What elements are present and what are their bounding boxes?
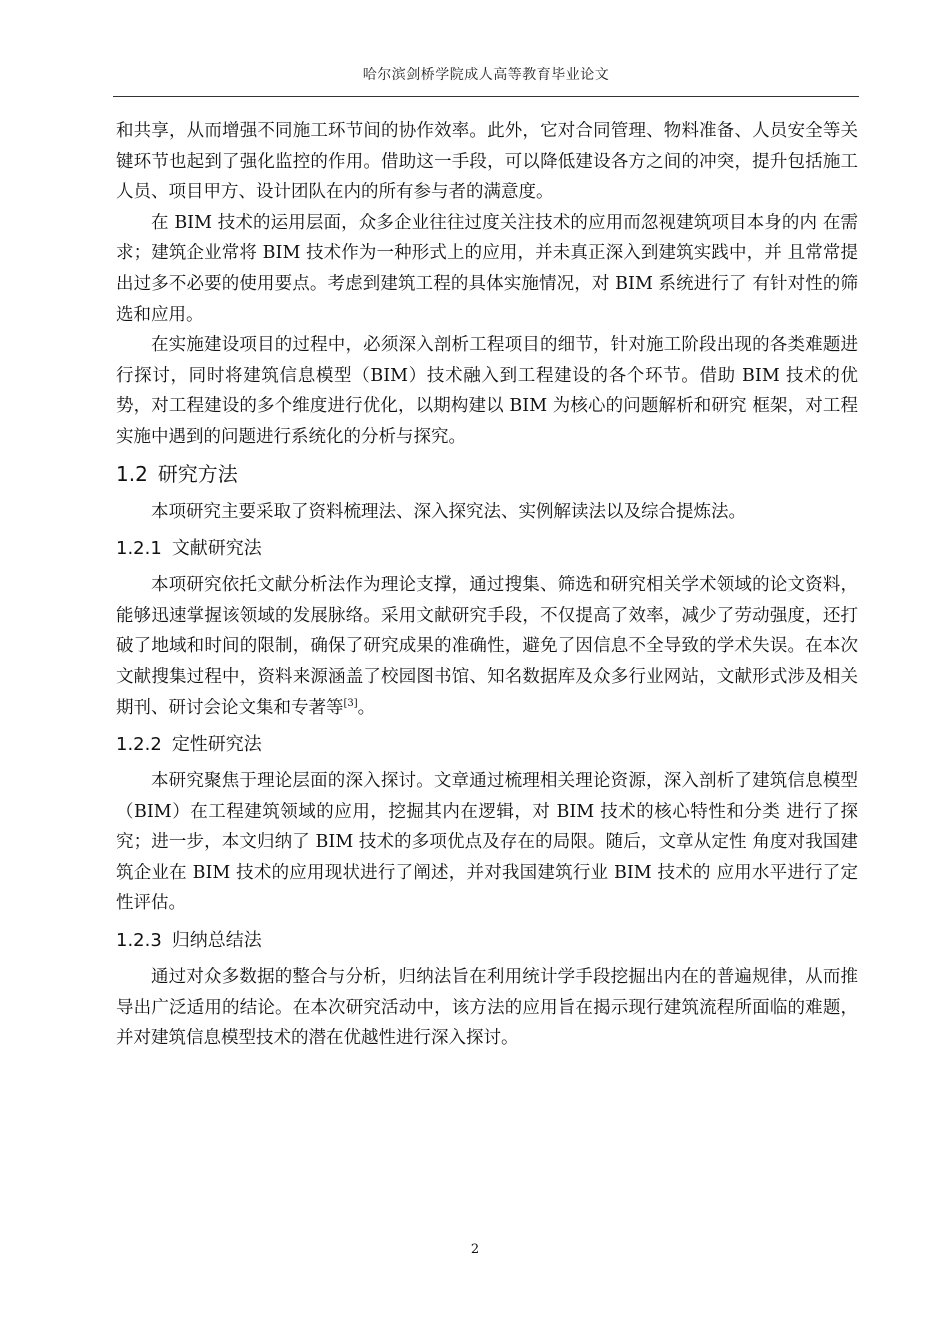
paragraph-bim-usage: 在 BIM 技术的运用层面，众多企业往往过度关注技术的应用而忽视建筑项目本身的内 在需求；建筑企业常将 BIM 技术作为一种形式上的应用，并未真正深入到建筑实践中，并 且常常提出过多不必要的使用要点。考虑到建筑工程的具体实施情况，对 BIM 系统进行了 有针对性的筛选和应用。 (116, 212, 858, 325)
paragraph-literature-method (116, 570, 858, 723)
page-header: 哈尔滨剑桥学院成人高等教育毕业论文 (362, 67, 610, 83)
section-heading-1-2-1 (116, 537, 858, 561)
paragraph-continuation: 和共享，从而增强不同施工环节间的协作效率。此外，它对合同管理、物料准备、人员安全等关键环节也起到了强化监控的作用。借助这一手段，可以降低建设各方之间的冲突，提升包括施工人员、项目甲方、设计团队在内的所有参与者的满意度。 (116, 121, 858, 203)
section-title: 研究方法 (157, 461, 238, 486)
citation-ref: [3] (343, 697, 358, 709)
header-rule (113, 96, 859, 97)
document-body (116, 116, 858, 1054)
section-number: 1.2.1 (116, 538, 162, 560)
paragraph-inductive-method: 通过对众多数据的整合与分析，归纳法旨在利用统计学手段挖掘出内在的普遍规律，从而推导出广泛适用的结论。在本次研究活动中，该方法的应用旨在揭示现行建筑流程所面临的难题，并对建筑信息模型技术的潜在优越性进行深入探讨。 (116, 967, 858, 1049)
page-number: 2 (470, 1242, 480, 1257)
section-heading-1-2 (116, 461, 858, 487)
section-number: 1.2 (116, 461, 148, 486)
paragraph-qualitative-method: 本研究聚焦于理论层面的深入探讨。文章通过梳理相关理论资源，深入剖析了建筑信息模型（BIM）在工程建筑领域的应用，挖掘其内在逻辑，对 BIM 技术的核心特性和分类 进行了探究；进一步，本文归纳了 BIM 技术的多项优点及存在的局限。随后，文章从定性 角度对我国建筑企业在 BIM 技术的应用现状进行了阐述，并对我国建筑行业 BIM 技术的 应用水平进行了定性评估。 (116, 771, 858, 914)
paragraph-project-implementation: 在实施建设项目的过程中，必须深入剖析工程项目的细节，针对施工阶段出现的各类难题进行探讨，同时将建筑信息模型（BIM）技术融入到工程建设的各个环节。借助 BIM 技术的优势，对工程建设的多个维度进行优化，以期构建以 BIM 为核心的问题解析和研究 框架，对工程实施中遇到的问题进行系统化的分析与探究。 (116, 335, 858, 447)
section-heading-1-2-2 (116, 733, 858, 757)
section-title: 归纳总结法 (171, 930, 262, 952)
section-heading-1-2-3 (116, 929, 858, 953)
section-number: 1.2.2 (116, 734, 162, 756)
section-number: 1.2.3 (116, 930, 162, 952)
section-title: 定性研究法 (171, 734, 262, 756)
section-title: 文献研究法 (171, 538, 262, 560)
paragraph-end: 。 (357, 697, 376, 718)
paragraph-text: 本项研究依托文献分析法作为理论支撑，通过搜集、筛选和研究相关学术领域的论文资料，能够迅速掌握该领域的发展脉络。采用文献研究手段，不仅提高了效率，减少了劳动强度，还打破了地域和时间的限制，确保了研究成果的准确性，避免了因信息不全导致的学术失误。在本次文献搜集过程中，资料来源涵盖了校园图书馆、知名数据库及众多行业网站，文献形式涉及相关期刊、研讨会论文集和专著等 (116, 575, 858, 718)
paragraph-methods-intro: 本项研究主要采取了资料梳理法、深入探究法、实例解读法以及综合提炼法。 (151, 501, 746, 522)
